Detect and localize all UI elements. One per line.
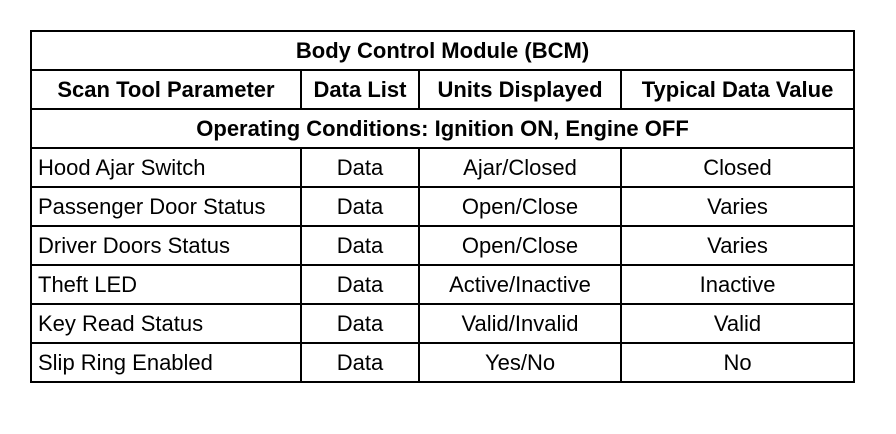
column-header: Data List — [301, 70, 419, 109]
typical-value-cell: Valid — [621, 304, 854, 343]
units-cell: Yes/No — [419, 343, 621, 382]
column-header: Typical Data Value — [621, 70, 854, 109]
table-row — [31, 226, 854, 265]
operating-conditions: Operating Conditions: Ignition ON, Engine OFF — [31, 109, 854, 148]
conditions-row — [31, 109, 854, 148]
table-row — [31, 187, 854, 226]
units-cell: Valid/Invalid — [419, 304, 621, 343]
parameter-cell: Passenger Door Status — [31, 187, 301, 226]
units-cell: Open/Close — [419, 187, 621, 226]
table-row — [31, 343, 854, 382]
title-row — [31, 31, 854, 70]
units-cell: Ajar/Closed — [419, 148, 621, 187]
data-list-cell: Data — [301, 148, 419, 187]
parameter-cell: Slip Ring Enabled — [31, 343, 301, 382]
column-header-row — [31, 70, 854, 109]
data-list-cell: Data — [301, 343, 419, 382]
parameter-cell: Hood Ajar Switch — [31, 148, 301, 187]
column-header: Units Displayed — [419, 70, 621, 109]
typical-value-cell: Varies — [621, 187, 854, 226]
data-list-cell: Data — [301, 226, 419, 265]
table-row — [31, 304, 854, 343]
typical-value-cell: Varies — [621, 226, 854, 265]
parameter-cell: Key Read Status — [31, 304, 301, 343]
typical-value-cell: No — [621, 343, 854, 382]
typical-value-cell: Closed — [621, 148, 854, 187]
table-row — [31, 148, 854, 187]
bcm-data-table — [30, 30, 855, 383]
data-list-cell: Data — [301, 187, 419, 226]
parameter-cell: Theft LED — [31, 265, 301, 304]
units-cell: Open/Close — [419, 226, 621, 265]
typical-value-cell: Inactive — [621, 265, 854, 304]
table-title: Body Control Module (BCM) — [31, 31, 854, 70]
column-header: Scan Tool Parameter — [31, 70, 301, 109]
table-row — [31, 265, 854, 304]
data-list-cell: Data — [301, 265, 419, 304]
units-cell: Active/Inactive — [419, 265, 621, 304]
parameter-cell: Driver Doors Status — [31, 226, 301, 265]
data-list-cell: Data — [301, 304, 419, 343]
